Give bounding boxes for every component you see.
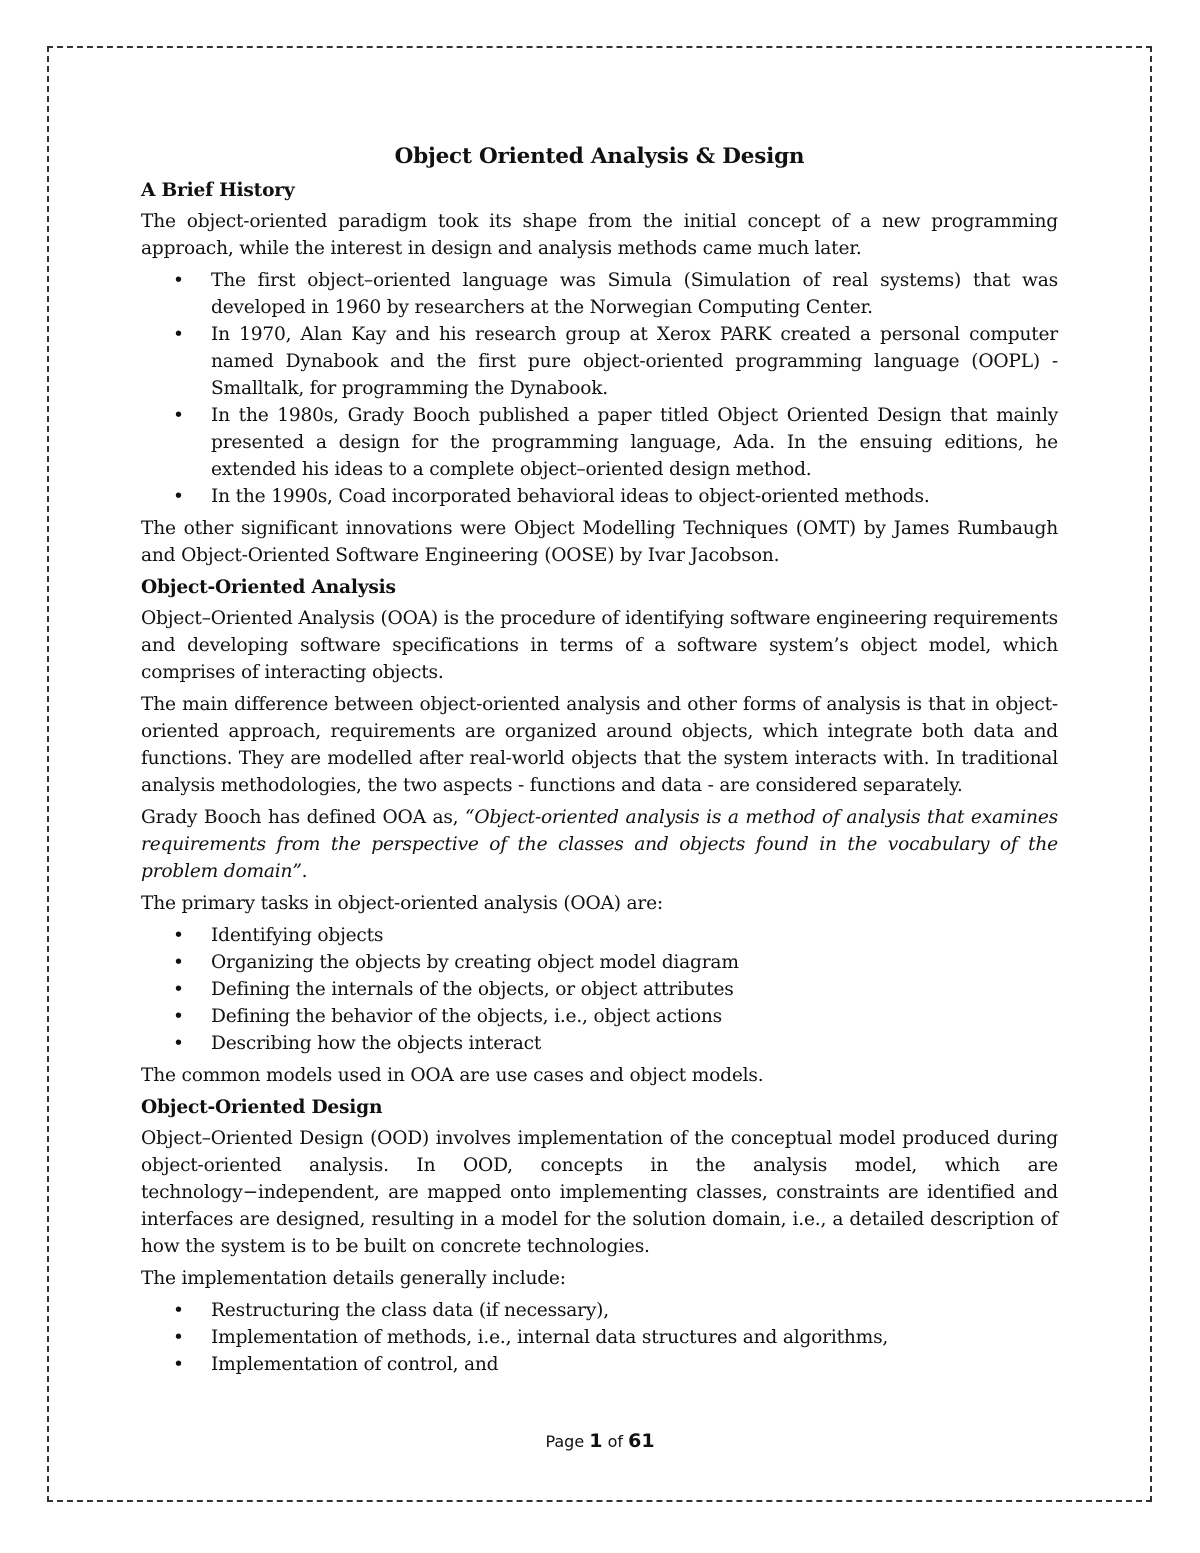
- list-item: • In 1970, Alan Kay and his research group at Xerox PARK created a personal computer named Dynabook and the first pure object-oriented programming language (OOPL) - Smalltalk, for programming the Dynabook.: [141, 321, 1058, 402]
- list-item: • Restructuring the class data (if necessary),: [141, 1297, 1058, 1324]
- page-word: Page: [545, 1432, 585, 1451]
- ooa-paragraph-1: Object–Oriented Analysis (OOA) is the procedure of identifying software engineering requirements and developing software specifications in terms of a software system’s object model, which comprises of interacting objects.: [141, 608, 1058, 683]
- history-outro: The other significant innovations were Object Modelling Techniques (OMT) by James Rumbaugh and Object-Oriented Software Engineering (OOSE) by Ivar Jacobson.: [141, 518, 1058, 566]
- list-item: • In the 1980s, Grady Booch published a paper titled Object Oriented Design that mainly presented a design for the programming language, Ada. In the ensuing editions, he extended his ideas to a complete object–oriented design method.: [141, 402, 1058, 483]
- ooa-quote-lead: Grady Booch has defined OOA as,: [141, 807, 466, 828]
- list-item: • Implementation of methods, i.e., internal data structures and algorithms,: [141, 1324, 1058, 1351]
- booch-quote: “Object-oriented analysis is a method of analysis that examines requirements from the perspective of the classes and objects found in the vocabulary of the problem domain”: [141, 807, 1058, 882]
- page-number: 1: [589, 1430, 603, 1452]
- ooa-paragraph-2: The main difference between object-oriented analysis and other forms of analysis is that in object-oriented approach, requirements are organized around objects, which integrate both data and functions. They are modelled after real-world objects that the system interacts with. In traditional analysis methodologies, the two aspects - functions and data - are considered separately.: [141, 694, 1058, 796]
- section-heading-ooa: Object-Oriented Analysis: [141, 577, 396, 598]
- ood-paragraph-1: Object–Oriented Design (OOD) involves implementation of the conceptual model produced during object-oriented analysis. In OOD, concepts in the analysis model, which are technology−independent, are mapped onto implementing classes, constraints are identified and interfaces are designed, resulting in a model for the solution domain, i.e., a detailed description of how the system is to be built on concrete technologies.: [141, 1128, 1058, 1257]
- document-body: [141, 142, 1058, 1383]
- list-item: • In the 1990s, Coad incorporated behavioral ideas to object-oriented methods.: [141, 483, 1058, 510]
- list-item: • Identifying objects: [141, 922, 1058, 949]
- page-footer: [0, 1430, 1200, 1452]
- ood-details-list: [141, 1297, 1058, 1378]
- list-item: • Organizing the objects by creating object model diagram: [141, 949, 1058, 976]
- history-intro: The object-oriented paradigm took its shape from the initial concept of a new programming approach, while the interest in design and analysis methods came much later.: [141, 211, 1058, 259]
- section-heading-history: A Brief History: [141, 180, 295, 201]
- ooa-models: The common models used in OOA are use cases and object models.: [141, 1065, 764, 1086]
- ood-details-intro: The implementation details generally include:: [141, 1268, 566, 1289]
- ooa-paragraph-3: [141, 804, 1058, 885]
- section-heading-ood: Object-Oriented Design: [141, 1097, 383, 1118]
- ooa-task-list: [141, 922, 1058, 1057]
- history-bullet-list: [141, 267, 1058, 510]
- of-word: of: [607, 1432, 624, 1451]
- list-item: • Describing how the objects interact: [141, 1030, 1058, 1057]
- list-item: • The first object–oriented language was Simula (Simulation of real systems) that was developed in 1960 by researchers at the Norwegian Computing Center.: [141, 267, 1058, 321]
- document-title: Object Oriented Analysis & Design: [394, 144, 805, 169]
- page-total: 61: [628, 1430, 655, 1452]
- list-item: • Defining the behavior of the objects, i.e., object actions: [141, 1003, 1058, 1030]
- list-item: • Implementation of control, and: [141, 1351, 1058, 1378]
- ooa-quote-end: .: [301, 861, 308, 882]
- ooa-tasks-intro: The primary tasks in object-oriented analysis (OOA) are:: [141, 893, 663, 914]
- list-item: • Defining the internals of the objects, or object attributes: [141, 976, 1058, 1003]
